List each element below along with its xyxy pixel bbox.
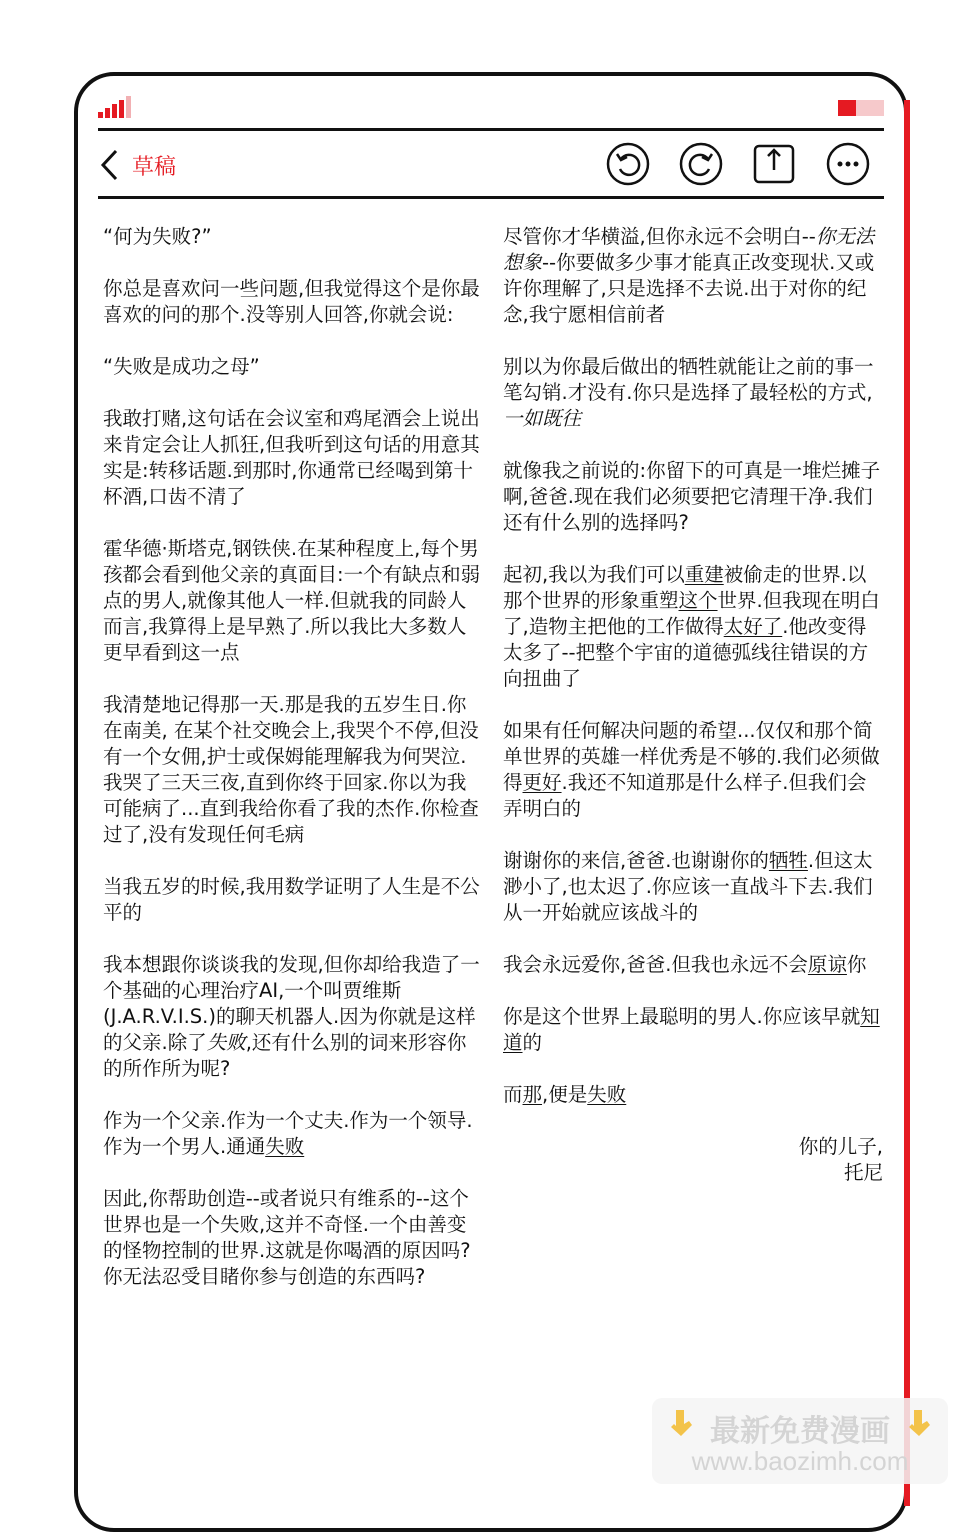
paragraph: 你是这个世界上最聪明的男人.你应该早就知道的 bbox=[503, 1005, 880, 1054]
more-icon[interactable] bbox=[826, 142, 870, 186]
paragraph: 我会永远爱你,爸爸.但我也永远不会原谅你 bbox=[503, 953, 867, 976]
redo-icon[interactable] bbox=[679, 142, 723, 186]
paragraph: “失败是成功之母” bbox=[103, 355, 260, 378]
paragraph: 作为一个父亲.作为一个丈夫.作为一个领导.作为一个男人.通通失败 bbox=[103, 1109, 473, 1158]
red-edge-accent bbox=[904, 100, 910, 1506]
watermark-url: www.baozimh.com bbox=[691, 1446, 909, 1476]
paragraph: 而那,便是失败 bbox=[503, 1083, 627, 1106]
watermark-text: 最新免费漫画 bbox=[710, 1414, 890, 1449]
battery-icon bbox=[838, 100, 884, 116]
back-chevron-icon[interactable] bbox=[98, 148, 122, 182]
nav-title-drafts[interactable]: 草稿 bbox=[132, 155, 177, 180]
signature: 你的儿子, 托尼 bbox=[798, 1135, 883, 1184]
paragraph: 我本想跟你谈谈我的发现,但你却给我造了一个基础的心理治疗AI,一个叫贾维斯(J.A.R.V.I.S.)的聊天机器人.因为你就是这样的父亲.除了失败,还有什么别的词来形容你的所作所为呢? bbox=[103, 953, 480, 1080]
paragraph: 尽管你才华横溢,但你永远不会明白--你无法想象--你要做多少事才能真正改变现状.又或许你理解了,只是选择不去说.出于对你的纪念,我宁愿相信前者 bbox=[503, 225, 875, 326]
paragraph: 别以为你最后做出的牺牲就能让之前的事一笔勾销.才没有.你只是选择了最轻松的方式,一如既往 bbox=[503, 355, 874, 430]
paragraph: 如果有任何解决问题的希望...仅仅和那个简单世界的英雄一样优秀是不够的.我们必须做得更好.我还不知道那是什么样子.但我们会弄明白的 bbox=[503, 719, 880, 820]
paragraph: 你总是喜欢问一些问题,但我觉得这个是你最喜欢的问的那个.没等别人回答,你就会说: bbox=[103, 277, 480, 326]
paragraph: 我敢打赌,这句话在会议室和鸡尾酒会上说出来肯定会让人抓狂,但我听到这句话的用意其实是:转移话题.到那时,你通常已经喝到第十杯酒,口齿不清了 bbox=[103, 407, 480, 508]
paragraph: 当我五岁的时候,我用数学证明了人生是不公平的 bbox=[103, 875, 480, 924]
paragraph: 起初,我以为我们可以重建被偷走的世界.以那个世界的形象重塑这个世界.但我现在明白了,造物主把他的工作做得太好了.他改变得太多了--把整个宇宙的道德弧线往错误的方向扭曲了 bbox=[503, 563, 880, 690]
paragraph: 我清楚地记得那一天.那是我的五岁生日.你在南美, 在某个社交晚会上,我哭个不停,但没有一个女佣,护士或保姆能理解我为何哭泣.我哭了三天三夜,直到你终于回家.你以为我可能病了...直到我给你看了我的杰作.你检查过了,没有发现任何毛病 bbox=[103, 693, 479, 846]
watermark bbox=[652, 1398, 948, 1484]
paragraph: 就像我之前说的:你留下的可真是一堆烂摊子啊,爸爸.现在我们必须要把它清理干净.我们还有什么别的选择吗? bbox=[503, 459, 881, 534]
nav-bar bbox=[98, 132, 884, 196]
undo-icon[interactable] bbox=[606, 142, 650, 186]
signal-icon bbox=[98, 96, 132, 118]
paragraph: 谢谢你的来信,爸爸.也谢谢你的牺牲.但这太渺小了,也太迟了.你应该一直战斗下去.我们从一开始就应该战斗的 bbox=[503, 849, 873, 924]
top-divider bbox=[98, 128, 884, 131]
paragraph: 霍华德·斯塔克,钢铁侠.在某种程度上,每个男孩都会看到他父亲的真面目:一个有缺点和弱点的男人,就像其他人一样.但就我的同龄人而言,我算得上是早熟了.所以我比大多数人更早看到这一点 bbox=[103, 537, 481, 664]
share-icon[interactable] bbox=[752, 142, 796, 186]
status-bar bbox=[98, 96, 884, 122]
paragraph: 因此,你帮助创造--或者说只有维系的--这个世界也是一个失败,这并不奇怪.一个由善变的怪物控制的世界.这就是你喝酒的原因吗?你无法忍受目睹你参与创造的东西吗? bbox=[103, 1187, 471, 1288]
letter-left-column bbox=[103, 224, 483, 1316]
paragraph: “何为失败?” bbox=[103, 225, 212, 248]
nav-divider bbox=[98, 196, 884, 199]
letter-right-column bbox=[503, 224, 883, 1186]
